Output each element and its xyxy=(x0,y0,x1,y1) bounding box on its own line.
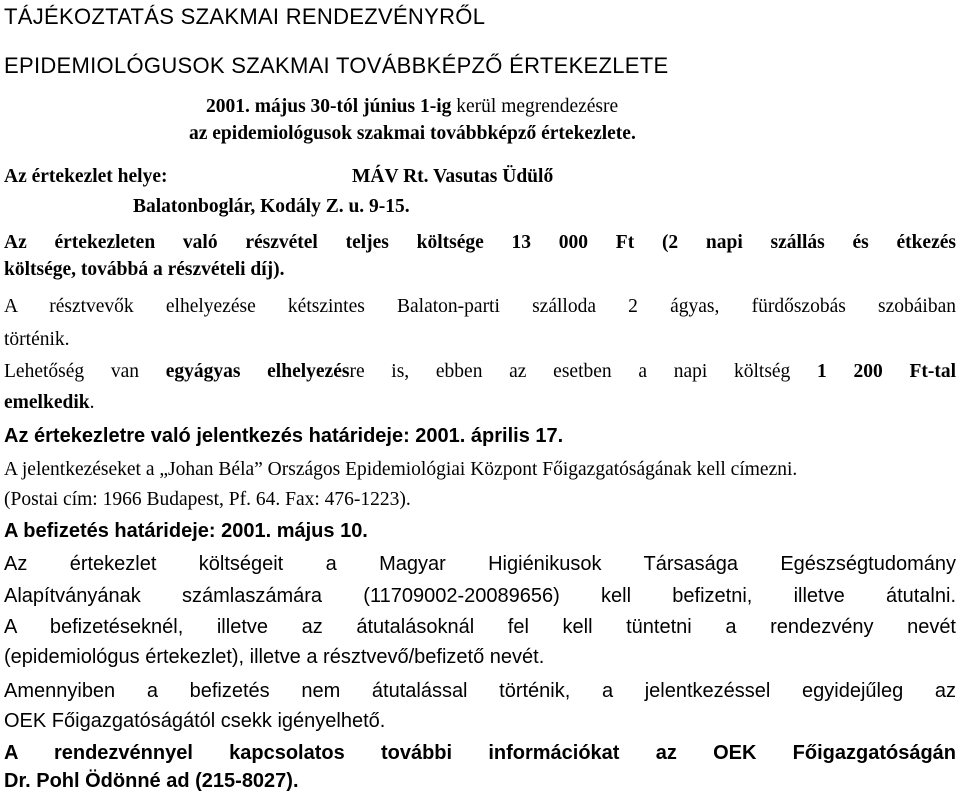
accommodation-line-1: A résztvevők elhelyezése kétszintes Balaton-parti szálloda 2 ágyas, fürdőszobás szobáiban xyxy=(4,296,956,317)
payment-line-3: A befizetéseknél, illetve az átutalásoknál fel kell tüntetni a rendezvény nevét xyxy=(4,616,956,638)
contact-line-2: Dr. Pohl Ödönné ad (215-8027). xyxy=(4,770,299,792)
venue-label: Az értekezlet helye: xyxy=(4,166,168,187)
intro-line-2: az epidemiológusok szakmai továbbképző értekezlete. xyxy=(189,123,636,144)
registration-deadline: Az értekezletre való jelentkezés határideje: 2001. április 17. xyxy=(4,425,564,447)
document-subtitle: EPIDEMIOLÓGUSOK SZAKMAI TOVÁBBKÉPZŐ ÉRTEKEZLETE xyxy=(4,53,669,78)
event-dates: 2001. május 30-tól június 1-ig xyxy=(206,96,452,117)
intro-rest: kerül megrendezésre xyxy=(451,96,619,117)
single-room-line-1: Lehetőség van egyágyas elhelyezésre is, ebben az esetben a napi költség 1 200 Ft-tal xyxy=(4,361,957,382)
certificate-line-2: OEK Főigazgatóságától csekk igényelhető. xyxy=(4,710,386,732)
registration-address-line-2: (Postai cím: 1966 Budapest, Pf. 64. Fax: 476-1223). xyxy=(4,489,411,510)
contact-line-1: A rendezvénnyel kapcsolatos további információkat az OEK Főigazgatóságán xyxy=(4,742,956,764)
payment-line-1: Az értekezlet költségeit a Magyar Higiénikusok Társasága Egészségtudomány xyxy=(4,553,956,575)
cost-line-2: költsége, továbbá a részvételi díj). xyxy=(4,259,285,280)
accommodation-line-2: történik. xyxy=(4,329,70,350)
venue-name: MÁV Rt. Vasutas Üdülő xyxy=(352,166,554,187)
payment-line-4: (epidemiológus értekezlet), illetve a résztvevő/befizető nevét. xyxy=(4,646,545,668)
certificate-line-1: Amennyiben a befizetés nem átutalással történik, a jelentkezéssel egyidejűleg az xyxy=(4,680,956,702)
single-room-highlight: egyágyas elhelyezés xyxy=(165,361,350,382)
registration-address-line-1: A jelentkezéseket a „Johan Béla” Országos Epidemiológiai Központ Főigazgatóságának kell címezni. xyxy=(4,459,798,480)
venue-address: Balatonboglár, Kodály Z. u. 9-15. xyxy=(133,196,410,217)
payment-deadline: A befizetés határideje: 2001. május 10. xyxy=(4,520,368,542)
single-room-line-2: emelkedik. xyxy=(4,392,95,413)
intro-line-1 xyxy=(206,97,618,117)
single-room-surcharge: 1 200 Ft-tal xyxy=(817,361,957,382)
cost-line-1: Az értekezleten való részvétel teljes költsége 13 000 Ft (2 napi szállás és étkezés xyxy=(4,232,956,253)
payment-line-2: Alapítványának számlaszámára (11709002-20089656) kell befizetni, illetve átutalni. xyxy=(4,585,956,607)
document-title: TÁJÉKOZTATÁS SZAKMAI RENDEZVÉNYRŐL xyxy=(4,4,486,29)
